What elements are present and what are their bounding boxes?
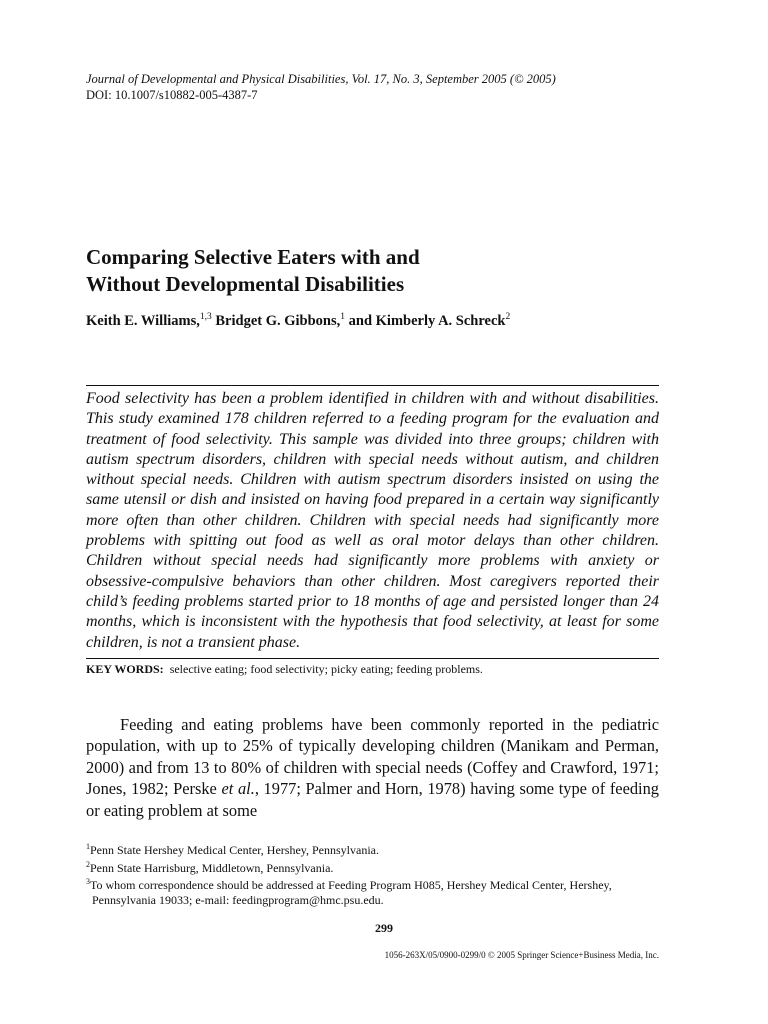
author-name: Keith E. Williams, bbox=[86, 312, 200, 329]
title-line-2: Without Developmental Disabilities bbox=[86, 272, 405, 296]
footnote-mark: 2 bbox=[86, 859, 90, 869]
footnotes bbox=[86, 840, 659, 907]
article-title bbox=[86, 244, 686, 298]
keywords-text: selective eating; food selectivity; picky eating; feeding problems. bbox=[169, 662, 483, 676]
abstract-top-rule bbox=[86, 385, 659, 386]
footnote-text: Penn State Harrisburg, Middletown, Pennsylvania. bbox=[90, 860, 334, 875]
author-affiliation-mark: 1 bbox=[340, 312, 346, 322]
body-text-part: , 1977; Palmer and Horn, 1978) having some type of feeding or eating problem at some bbox=[86, 779, 659, 820]
journal-citation: Journal of Developmental and Physical Disabilities, Vol. 17, No. 3, September 2005 (© 2005) bbox=[86, 72, 556, 86]
footnote bbox=[86, 858, 659, 876]
author-name: Bridget G. Gibbons, bbox=[215, 312, 341, 329]
copyright-line: 1056-263X/05/0900-0299/0 © 2005 Springer Science+Business Media, Inc. bbox=[384, 950, 659, 960]
title-line-1: Comparing Selective Eaters with and bbox=[86, 245, 420, 269]
footnote bbox=[86, 840, 659, 858]
author-affiliation-mark: 2 bbox=[505, 312, 511, 322]
footnote-mark: 1 bbox=[86, 842, 90, 851]
abstract: Food selectivity has been a problem identified in children with and without disabilities. This study examined 178 children referred to a feeding program for the evaluation and treatment of food selectivity. This sample was divided into three groups; children with autism spectrum disorders, children with special needs without autism, and children without special needs. Children with autism spectrum disorders insisted on using the same utensil or dish and insisted on having food prepared in a certain way significantly more often than other children. Children with special needs had significantly more problems with spitting out food as well as oral motor delays than other children. Children without special needs had significantly more problems with anxiety or obsessive-compulsive behaviors than other children. Most caregivers reported their child’s feeding problems started prior to 18 months of age and persisted longer than 24 months, which is inconsistent with the hypothesis that food selectivity, at least for some children, is not a transient phase. bbox=[86, 390, 659, 651]
author-list bbox=[86, 312, 510, 330]
author-affiliation-mark: 1,3 bbox=[199, 312, 212, 322]
doi: DOI: 10.1007/s10882-005-4387-7 bbox=[86, 88, 258, 102]
body-text-part: Feeding and eating problems have been commonly reported in the pediatric population, with up to 25% of typically developing children (Manikam and Perman, 2000) and from 13 to 80% of children with special needs (Coffey and Crawford, 1971; Jones, 1982; Perske bbox=[86, 715, 659, 799]
body-text-etal: et al. bbox=[221, 779, 255, 799]
keywords-label: KEY WORDS: bbox=[86, 662, 164, 676]
footnote-text: Penn State Hershey Medical Center, Hershey, Pennsylvania. bbox=[90, 843, 379, 857]
body-paragraph bbox=[86, 714, 659, 821]
footnote bbox=[86, 875, 659, 907]
footnote-mark: 3 bbox=[86, 877, 90, 886]
footnote-text: To whom correspondence should be addressed at Feeding Program H085, Hershey Medical Center, Hershey, Pennsylvania 19033; e-mail: feedingprogram@hmc.psu.edu. bbox=[90, 878, 612, 907]
abstract-bottom-rule bbox=[86, 658, 659, 659]
page-number: 299 bbox=[375, 921, 393, 935]
keywords bbox=[86, 662, 483, 677]
author-name: and Kimberly A. Schreck bbox=[348, 312, 506, 329]
